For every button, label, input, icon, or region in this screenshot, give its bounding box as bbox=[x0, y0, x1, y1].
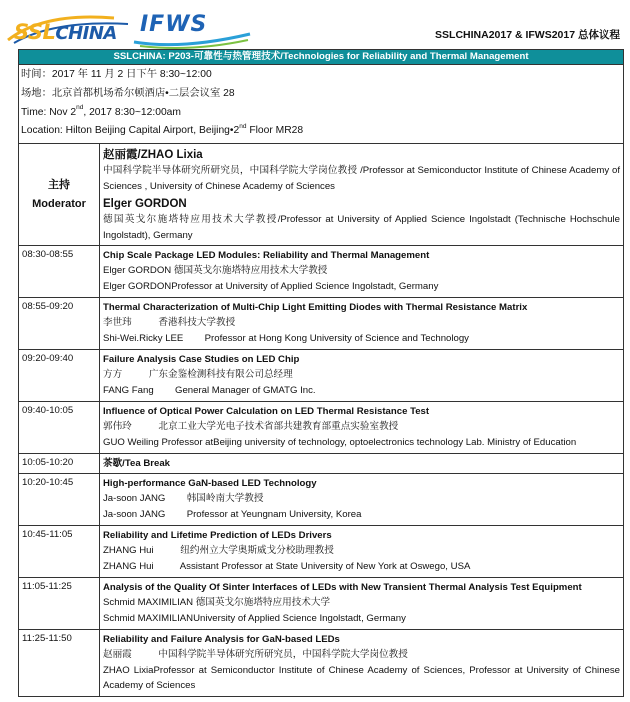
talk-time: 08:55-09:20 bbox=[19, 298, 100, 350]
talk-title: Reliability and Lifetime Prediction of LEDs Drivers bbox=[103, 529, 332, 541]
sslchina-logo: SSLCHINA bbox=[14, 20, 117, 44]
session-info bbox=[19, 65, 624, 144]
ifws-logo: IFWS bbox=[140, 12, 208, 37]
speaker-en: GUO Weiling Professor atBeijing university of technology, optoelectronics technology Lab. Ministry of Education bbox=[103, 437, 577, 449]
agenda-row bbox=[19, 473, 624, 525]
agenda-row bbox=[19, 453, 624, 473]
talk-title: Analysis of the Quality Of Sinter Interfaces of LEDs with New Transient Thermal Analysis Test Equipment bbox=[103, 581, 582, 593]
speaker-cn: 郭伟玲 北京工业大学光电子技术省部共建教育部重点实验室教授 bbox=[103, 421, 399, 433]
talk-time: 10:45-11:05 bbox=[19, 525, 100, 577]
speaker-en: ZHAO LixiaProfessor at Semiconductor Institute of Chinese Academy of Sciences, Professor at University of Chinese Academy of Sciences bbox=[103, 664, 620, 692]
speaker-en: Shi-Wei.Ricky LEE Professor at Hong Kong University of Science and Technology bbox=[103, 333, 469, 345]
agenda-row bbox=[19, 402, 624, 454]
talk-title: Failure Analysis Case Studies on LED Chip bbox=[103, 354, 300, 366]
speaker-cn: 李世玮 香港科技大学教授 bbox=[103, 317, 236, 329]
talk-title: Reliability and Failure Analysis for GaN-based LEDs bbox=[103, 633, 340, 645]
agenda-row bbox=[19, 350, 624, 402]
tea-break-label: 茶歇/Tea Break bbox=[103, 457, 171, 469]
speaker-en: ZHANG Hui Assistant Professor at State University of New York at Oswego, USA bbox=[103, 560, 471, 572]
session-venue-cn: 场地：北京首都机场希尔顿酒店•二层会议室 28 bbox=[21, 87, 235, 99]
ifws-logo-swoosh bbox=[132, 30, 252, 50]
talk-time: 08:30-08:55 bbox=[19, 246, 100, 298]
talk-title: Chip Scale Package LED Modules: Reliability and Thermal Management bbox=[103, 250, 430, 262]
moderator-label: 主持 Moderator bbox=[19, 144, 100, 246]
talk-time: 09:40-10:05 bbox=[19, 402, 100, 454]
session-banner: SSLCHINA: P203-可靠性与热管理技术/Technologies for Reliability and Thermal Management bbox=[19, 50, 624, 65]
talk-title: High-performance GaN-based LED Technology bbox=[103, 477, 317, 489]
speaker-cn: Elger GORDON 德国英戈尔施塔特应用技术大学教授 bbox=[103, 265, 328, 277]
speaker-en: Ja-soon JANG Professor at Yeungnam University, Korea bbox=[103, 508, 362, 520]
page-header bbox=[0, 0, 630, 56]
agenda-row bbox=[19, 629, 624, 696]
break-time: 10:05-10:20 bbox=[19, 453, 100, 473]
agenda-row bbox=[19, 298, 624, 350]
session-time-cn: 时间：2017 年 11 月 2 日下午 8:30~12:00 bbox=[21, 69, 212, 80]
speaker-cn: Schmid MAXIMILIAN 德国英戈尔施塔特应用技术大学 bbox=[103, 596, 331, 608]
agenda-row bbox=[19, 246, 624, 298]
agenda-row bbox=[19, 525, 624, 577]
talk-title: Influence of Optical Power Calculation on LED Thermal Resistance Test bbox=[103, 406, 430, 418]
talk-time: 10:20-10:45 bbox=[19, 473, 100, 525]
session-location-en: Location: Hilton Beijing Capital Airport, Beijing•2nd Floor MR28 bbox=[21, 122, 304, 137]
moderator-name: 赵丽霞/ZHAO Lixia bbox=[103, 149, 203, 162]
talk-title: Thermal Characterization of Multi-Chip Light Emitting Diodes with Thermal Resistance Matrix bbox=[103, 302, 528, 314]
speaker-en: Schmid MAXIMILIANUniversity of Applied Science Ingolstadt, Germany bbox=[103, 612, 406, 624]
speaker-en: FANG Fang General Manager of GMATG Inc. bbox=[103, 385, 316, 397]
speaker-cn: ZHANG Hui 纽约州立大学奥斯威戈分校助理教授 bbox=[103, 544, 334, 556]
agenda-table bbox=[18, 49, 624, 697]
document-title: SSLCHINA2017 & IFWS2017 总体议程 bbox=[435, 29, 620, 41]
speaker-en: Elger GORDONProfessor at University of Applied Science Ingolstadt, Germany bbox=[103, 281, 439, 293]
speaker-cn: 赵丽霞 中国科学院半导体研究所研究员，中国科学院大学岗位教授 bbox=[103, 648, 408, 660]
talk-time: 11:25-11:50 bbox=[19, 629, 100, 696]
moderator-name: Elger GORDON bbox=[103, 198, 187, 211]
moderator-affiliation: 德国英戈尔施塔特应用技术大学教授/Professor at University of Applied Science Ingolstadt (Technische Hochschule Ingolstadt), Germany bbox=[103, 214, 620, 241]
speaker-cn: Ja-soon JANG 韩国岭南大学教授 bbox=[103, 492, 264, 504]
talk-time: 11:05-11:25 bbox=[19, 577, 100, 629]
moderator-details bbox=[100, 144, 624, 246]
session-time-en: Time: Nov 2nd, 2017 8:30~12:00am bbox=[21, 104, 181, 118]
talk-time: 09:20-09:40 bbox=[19, 350, 100, 402]
speaker-cn: 方方 广东金鉴检测科技有限公司总经理 bbox=[103, 369, 293, 381]
moderator-affiliation: 中国科学院半导体研究所研究员，中国科学院大学岗位教授 /Professor at Semiconductor Institute of Chinese Academy of Sciences , University of Chinese Academy of Sciences bbox=[103, 165, 620, 192]
agenda-row bbox=[19, 577, 624, 629]
